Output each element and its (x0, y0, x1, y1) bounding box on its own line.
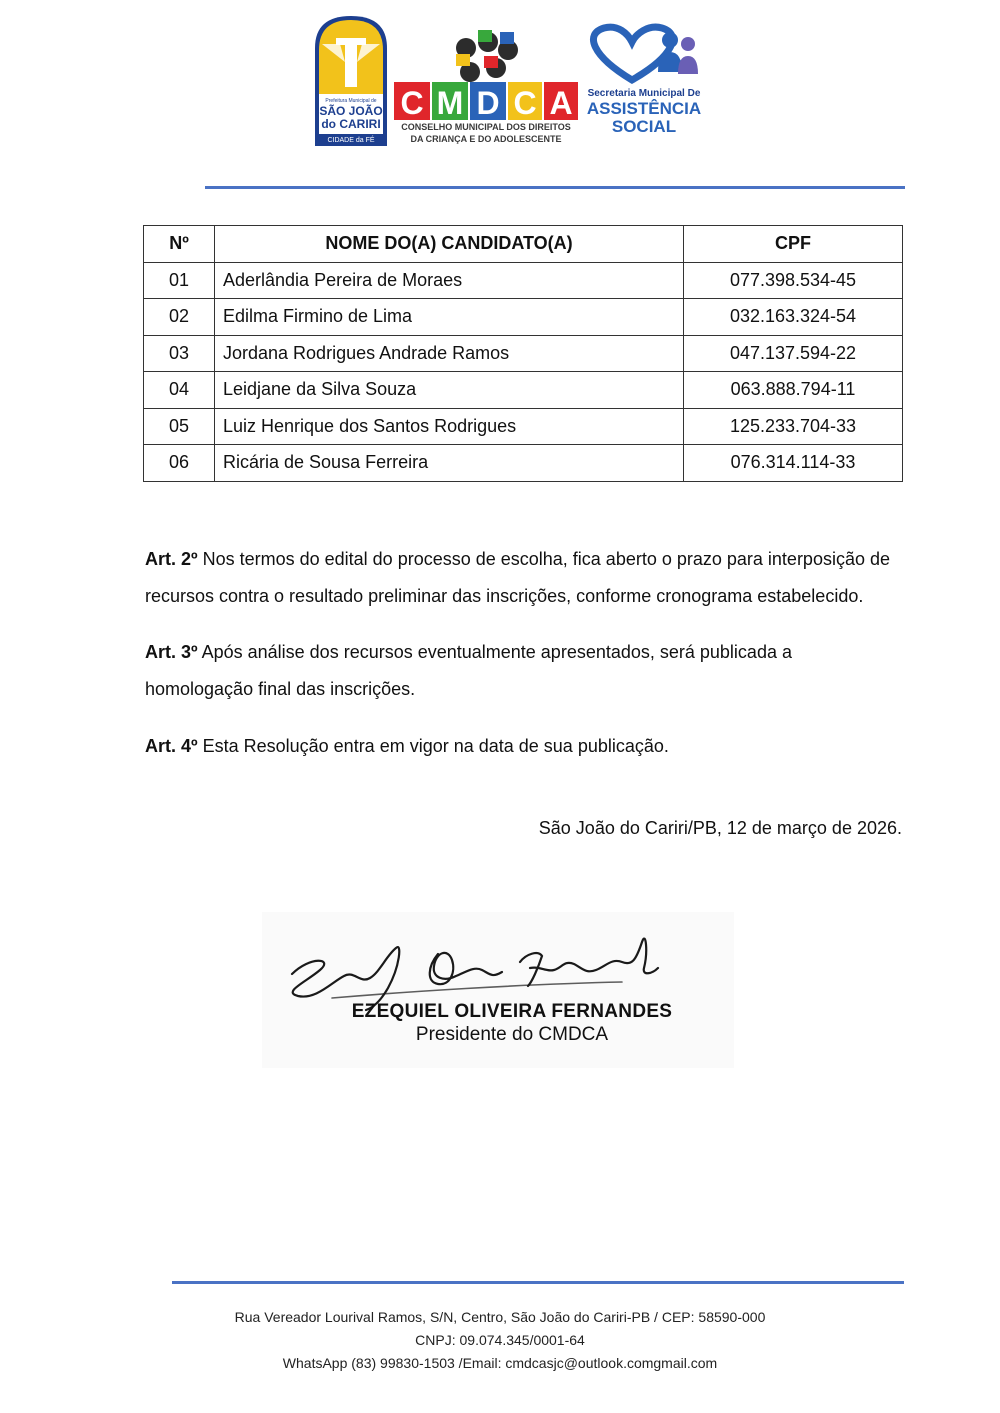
signatory-name: EZEQUIEL OLIVEIRA FERNANDES (351, 1001, 673, 1022)
assistencia-social-logo (582, 22, 722, 140)
cell-cpf: 125.233.704-33 (684, 408, 903, 445)
sas-line2: ASSISTÊNCIA (586, 99, 702, 118)
sao-joao-do-cariri-logo (312, 14, 390, 146)
date-line: São João do Cariri/PB, 12 de março de 2026. (538, 818, 902, 838)
cell-name: Ricária de Sousa Ferreira (215, 445, 684, 482)
cell-cpf: 063.888.794-11 (684, 372, 903, 409)
table-header-row (144, 226, 903, 263)
cmdca-line1: CONSELHO MUNICIPAL DOS DIREITOS (401, 122, 571, 132)
table-row (144, 299, 903, 336)
cell-cpf: 077.398.534-45 (684, 262, 903, 299)
article-text: Após análise dos recursos eventualmente apresentados, será publicada a homologação final das inscrições. (145, 642, 792, 699)
article-2 (145, 541, 905, 615)
sas-line1: Secretaria Municipal De (587, 88, 701, 99)
cell-cpf: 047.137.594-22 (684, 335, 903, 372)
article-text: Esta Resolução entra em vigor na data de sua publicação. (197, 736, 669, 756)
candidates-table (143, 225, 903, 482)
table-row (144, 262, 903, 299)
article-label: Art. 2º (145, 549, 198, 569)
cell-number: 05 (144, 408, 215, 445)
sas-line3: SOCIAL (611, 117, 677, 136)
cmdca-letter: C (400, 85, 424, 121)
col-header-name: NOME DO(A) CANDIDATO(A) (215, 226, 684, 263)
cmdca-letter: A (549, 85, 573, 121)
footer-divider (172, 1281, 904, 1284)
cmdca-letter: D (476, 85, 500, 121)
footer-cnpj: CNPJ: 09.074.345/0001-64 (415, 1332, 585, 1348)
footer-address: Rua Vereador Lourival Ramos, S/N, Centro, São João do Cariri-PB / CEP: 58590-000 (234, 1309, 766, 1325)
col-header-number: Nº (144, 226, 215, 263)
article-label: Art. 3º (145, 642, 198, 662)
table-row (144, 335, 903, 372)
footer-contact: WhatsApp (83) 99830-1503 /Email: cmdcasjc@outlook.comgmail.com (282, 1355, 718, 1371)
article-4 (145, 728, 905, 765)
cell-cpf: 032.163.324-54 (684, 299, 903, 336)
svg-text:Prefeitura Municipal de: Prefeitura Municipal de (325, 98, 377, 104)
article-text: Nos termos do edital do processo de escolha, fica aberto o prazo para interposição de recursos contra o resultado preliminar das inscrições, conforme cronograma estabelecido. (145, 549, 890, 606)
cell-number: 06 (144, 445, 215, 482)
cell-name: Luiz Henrique dos Santos Rodrigues (215, 408, 684, 445)
article-3 (145, 634, 905, 708)
header-divider (205, 186, 905, 189)
cmdca-letter: C (513, 85, 537, 121)
svg-text:CIDADE da FÉ: CIDADE da FÉ (327, 137, 375, 144)
cell-number: 01 (144, 262, 215, 299)
cell-number: 03 (144, 335, 215, 372)
cell-name: Leidjane da Silva Souza (215, 372, 684, 409)
table-row (144, 372, 903, 409)
cell-number: 02 (144, 299, 215, 336)
signatory-role: Presidente do CMDCA (415, 1024, 609, 1045)
article-label: Art. 4º (145, 736, 198, 756)
cell-name: Jordana Rodrigues Andrade Ramos (215, 335, 684, 372)
cell-cpf: 076.314.114-33 (684, 445, 903, 482)
table-row (144, 408, 903, 445)
svg-text:SÃO JOÃO: SÃO JOÃO (319, 104, 383, 118)
table-row (144, 445, 903, 482)
cell-number: 04 (144, 372, 215, 409)
svg-text:do CARIRI: do CARIRI (321, 117, 381, 131)
cmdca-logo (392, 24, 580, 146)
cell-name: Aderlândia Pereira de Moraes (215, 262, 684, 299)
cmdca-line2: DA CRIANÇA E DO ADOLESCENTE (410, 134, 562, 144)
cmdca-letter: M (436, 85, 464, 121)
col-header-cpf: CPF (684, 226, 903, 263)
cell-name: Edilma Firmino de Lima (215, 299, 684, 336)
